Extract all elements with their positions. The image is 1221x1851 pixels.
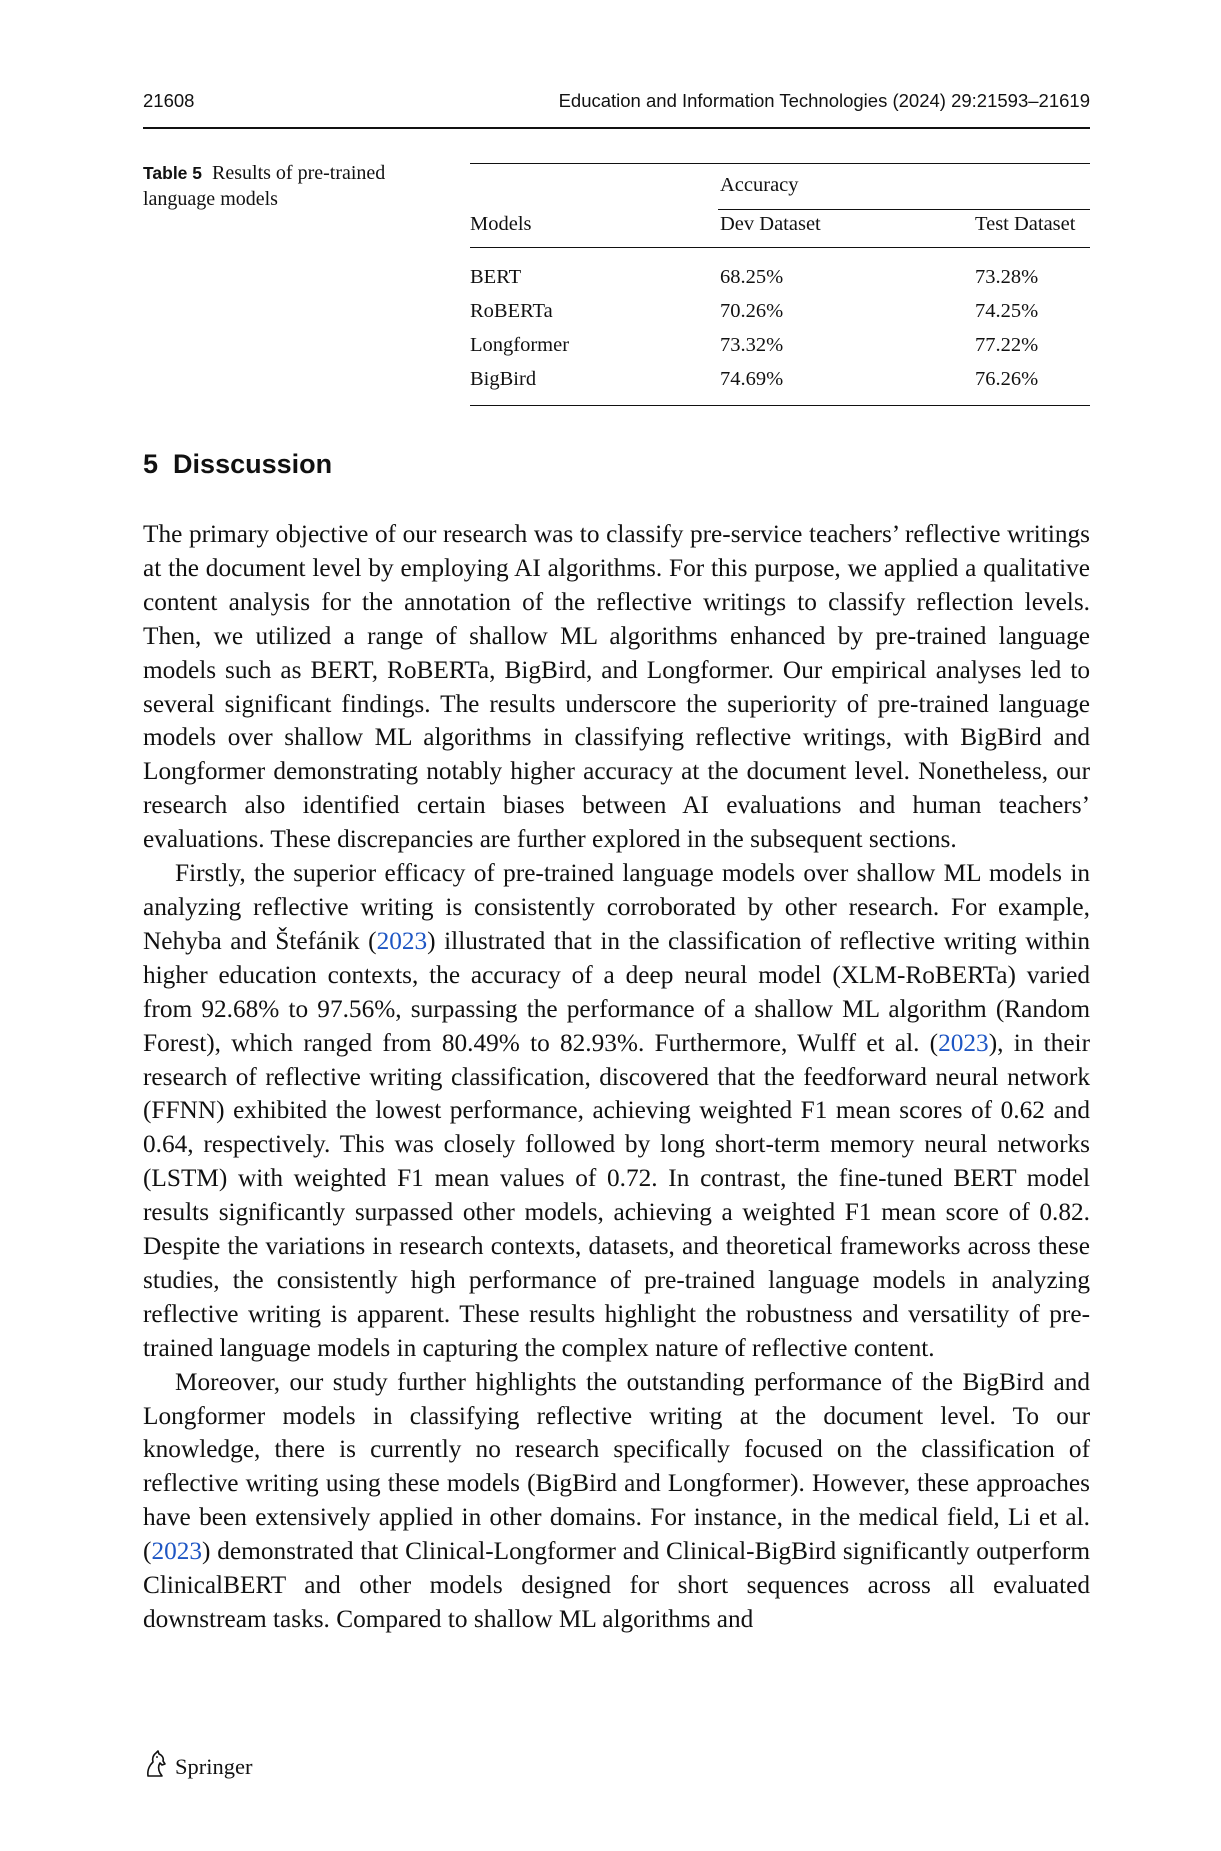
table-row-model: RoBERTa — [470, 300, 553, 322]
publisher-footer — [143, 1750, 253, 1784]
paragraph-text: ), in their research of reflective writing classification, discovered that the feedforward neural network (FFNN) exhibited the lowest performance, achieving weighted F1 mean scores of 0.62 and 0.64, respectively. This was closely followed by long short-term memory neural networks (LSTM) with weighted F1 mean values of 0.72. In contrast, the fine-tuned BERT model results significantly surpassed other models, achieving a weighted F1 mean score of 0.82. Despite the variations in research contexts, datasets, and theoretical frameworks across these studies, the consistently high performance of pre-trained language models in analyzing reflective writing is apparent. These results highlight the robustness and versatility of pre-trained language models in capturing the complex nature of reflective content. — [143, 1028, 1090, 1362]
table-caption-text: Results of pre-trained language models — [143, 162, 386, 210]
table-row-test: 77.22% — [975, 334, 1039, 356]
paragraph-text: ) demonstrated that Clinical-Longformer and Clinical-BigBird significantly outperform ClinicalBERT and other models designed for short sequences across all evaluated downstream tasks. Compared to shallow ML algorithms and — [143, 1537, 1090, 1633]
section-number: 5 — [143, 449, 159, 479]
section-title: Disscussion — [173, 449, 333, 479]
table-bottom-rule — [470, 405, 1090, 406]
table-row-test: 76.26% — [975, 368, 1039, 390]
table-caption-label: Table 5 — [143, 163, 203, 183]
col-header-models: Models — [470, 213, 532, 235]
citation-link[interactable]: 2023 — [376, 926, 428, 955]
table-header-rule — [470, 247, 1090, 248]
accuracy-group-rule — [718, 209, 1090, 210]
page-number: 21608 — [143, 90, 195, 111]
table-row-dev: 68.25% — [720, 266, 784, 288]
accuracy-group-header: Accuracy — [720, 174, 799, 196]
table-row-dev: 73.32% — [720, 334, 784, 356]
citation-link[interactable]: 2023 — [151, 1537, 203, 1566]
springer-horse-icon — [143, 1749, 169, 1785]
table-row-dev: 74.69% — [720, 368, 784, 390]
paragraph-text: Firstly, the superior efficacy of pre-trained language models over shallow ML models in analyzing reflective writing is consistently corroborated by other research. For example, Nehyba and Štefánik ( — [143, 859, 1090, 955]
table-caption — [143, 160, 443, 212]
body-text — [143, 518, 1090, 1637]
table-row-model: Longformer — [470, 334, 570, 356]
table-row-model: BERT — [470, 266, 522, 288]
col-header-test: Test Dataset — [975, 213, 1076, 235]
paragraph — [143, 1366, 1090, 1637]
col-header-dev: Dev Dataset — [720, 213, 821, 235]
table-row-model: BigBird — [470, 368, 537, 390]
publisher-name: Springer — [175, 1754, 253, 1779]
table-row-test: 74.25% — [975, 300, 1039, 322]
paragraph-text: Moreover, our study further highlights the outstanding performance of the BigBird and Longformer models in classifying reflective writing at the document level. To our knowledge, there is currently no research specifically focused on the classification of reflective writing using these models (BigBird and Longformer). However, these approaches have been extensively applied in other domains. For instance, in the medical field, Li et al. ( — [143, 1367, 1090, 1566]
table-row-test: 73.28% — [975, 266, 1039, 288]
journal-info: Education and Information Technologies (2024) 29:21593–21619 — [558, 90, 1090, 111]
running-header — [143, 90, 1090, 120]
paragraph — [143, 857, 1090, 1366]
table-top-rule — [470, 163, 1090, 164]
header-rule — [143, 127, 1090, 129]
table-row-dev: 70.26% — [720, 300, 784, 322]
paragraph: The primary objective of our research was to classify pre-service teachers’ reflective writings at the document level by employing AI algorithms. For this purpose, we applied a qualitative content analysis for the annotation of the reflective writings to classify reflection levels. Then, we utilized a range of shallow ML algorithms enhanced by pre-trained language models such as BERT, RoBERTa, BigBird, and Longformer. Our empirical analyses led to several significant findings. The results underscore the superiority of pre-trained language models over shallow ML algorithms in classifying reflective writings, with BigBird and Longformer demonstrating notably higher accuracy at the document level. Nonetheless, our research also identified certain biases between AI evaluations and human teachers’ evaluations. These discrepancies are further explored in the subsequent sections. — [143, 520, 1090, 854]
citation-link[interactable]: 2023 — [938, 1028, 989, 1057]
section-heading — [143, 449, 332, 480]
paragraph-text: ) illustrated that in the classification of reflective writing within higher education contexts, the accuracy of a deep neural model (XLM-RoBERTa) varied from 92.68% to 97.56%, surpassing the performance of a shallow ML algorithm (Random Forest), which ranged from 80.49% to 82.93%. Furthermore, Wulff et al. ( — [143, 926, 1090, 1057]
